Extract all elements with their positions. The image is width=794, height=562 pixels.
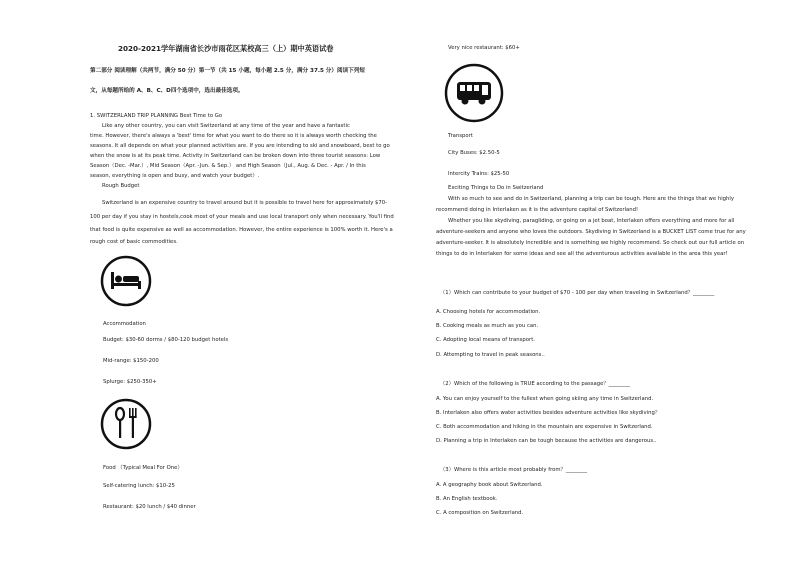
answer-option[interactable]: A. A geography book about Switzerland. <box>436 482 543 488</box>
transport-heading: Transport <box>448 133 473 139</box>
question-stem: （2）Which of the following is TRUE according to the passage？________ <box>440 381 630 387</box>
exciting-heading: Exciting Things to Do in Switzerland <box>448 185 544 191</box>
rough-budget-heading: Rough Budget <box>102 183 140 189</box>
answer-option[interactable]: D. Attempting to travel in peak seasons.. <box>436 352 545 358</box>
answer-option[interactable]: B. Interlaken also offers water activities besides adventure activities like skydiving？ <box>436 410 661 416</box>
exciting-line: recommend doing in Interlaken as it is the adventure capital of Switzerland! <box>436 207 639 213</box>
answer-option[interactable]: B. An English textbook. <box>436 496 498 502</box>
exciting-line: adventure-seeker. It is absolutely incredible and is something we highly recommend. So check out our full article on <box>436 240 745 246</box>
answer-option[interactable]: C. Both accommodation and hiking in the mountain are expensive in Switzerland. <box>436 424 653 430</box>
bed-icon <box>100 255 152 307</box>
food-heading: Food （Typical Meal For One） <box>103 465 183 471</box>
intro-line: time. However, there's always a 'best' time for what you want to do there so it is always worth checking the <box>90 133 377 139</box>
answer-option[interactable]: B. Cooking meals as much as you can. <box>436 323 539 329</box>
question-heading: 1. SWITZERLAND TRIP PLANNING Best Time to Go <box>90 113 223 119</box>
section-instruction-line1: 第二部分 阅读理解（共两节，满分 50 分）第一节（共 15 小题，每小题 2.5 分，满分 37.5 分）阅读下列短 <box>90 68 365 74</box>
intro-line: when the snow is at its peak time. Activity in Switzerland can be broken down into three tourist seasons: Low <box>90 153 381 159</box>
exciting-line: Whether you like skydiving, paragliding, or going on a jet boat, Interlaken offers everything and more for all <box>448 218 735 224</box>
accommodation-item: Splurge: $250-350+ <box>103 379 157 385</box>
bus-icon <box>444 63 504 123</box>
food-item: Self-catering lunch: $10-25 <box>103 483 175 489</box>
answer-option[interactable]: A. You can enjoy yourself to the fullest when going skiing any time in Switzerland. <box>436 396 654 402</box>
accommodation-item: Budget: $30-60 dorms / $80-120 budget hotels <box>103 337 229 343</box>
exciting-line: adventure-seekers and anyone who loves the outdoors. Skydiving in Switzerland is a BUCKET LIST come true for any <box>436 229 746 235</box>
accommodation-heading: Accommodation <box>103 321 146 327</box>
intro-line: seasons. It all depends on what your planned activities are. If you are intending to ski and snowboard, best to go <box>90 143 390 149</box>
exciting-line: With so much to see and do in Switzerland, planning a trip can be tough. Here are the things that we highly <box>448 196 734 202</box>
intro-line: Season（Dec. -Mar.）, Mid Season（Apr. -Jun. & Sep.） and High Season（Jul., Aug. & Dec. - Apr. / In this <box>90 163 366 169</box>
intro-line: season, everything is open and busy, and watch your budget）. <box>90 173 260 179</box>
budget-line: that food is quite expensive as well as accommodation. However, the entire experience is 100% worth it. Here's a <box>90 227 393 233</box>
accommodation-item: Mid-range: $150-200 <box>103 358 159 364</box>
budget-line: rough cost of basic commodities. <box>90 239 178 245</box>
answer-option[interactable]: C. Adopting local means of transport. <box>436 337 535 343</box>
answer-option[interactable]: D. Planning a trip in Interlaken can be tough because the activities are dangerous.. <box>436 438 657 444</box>
answer-option[interactable]: C. A composition on Switzerland. <box>436 510 524 516</box>
transport-item: Intercity Trains: $25-50 <box>448 171 510 177</box>
transport-item: City Buses: $2.50-5 <box>448 150 500 156</box>
exam-title: 2020-2021学年湖南省长沙市雨花区某校高三（上）期中英语试卷 <box>118 44 334 53</box>
answer-option[interactable]: A. Choosing hotels for accommodation. <box>436 309 541 315</box>
section-instruction-line2: 文，从每题所给的 A、B、C、D四个选项中，选出最佳选项。 <box>90 88 244 94</box>
fork-spoon-icon <box>100 398 152 450</box>
question-stem: （1）Which can contribute to your budget of $70 - 100 per day when traveling in Switzerland？________ <box>440 290 715 296</box>
question-stem: （3）Where is this article most probably from？________ <box>440 467 588 473</box>
food-item: Restaurant: $20 lunch / $40 dinner <box>103 504 196 510</box>
budget-line: Switzerland is an expensive country to travel around but it is possible to travel here for approximately $70- <box>102 200 388 206</box>
exciting-line: things to do in Interlaken for some ideas and see all the adventurous activities available in the area this year! <box>436 251 728 257</box>
restaurant-price: Very nice restaurant: $60+ <box>448 45 520 51</box>
budget-line: 100 per day if you stay in hostels,cook most of your meals and use local transport only when necessary. You'll find <box>90 214 394 220</box>
intro-line: Like any other country, you can visit Switzerland at any time of the year and have a fantastic <box>102 123 350 129</box>
